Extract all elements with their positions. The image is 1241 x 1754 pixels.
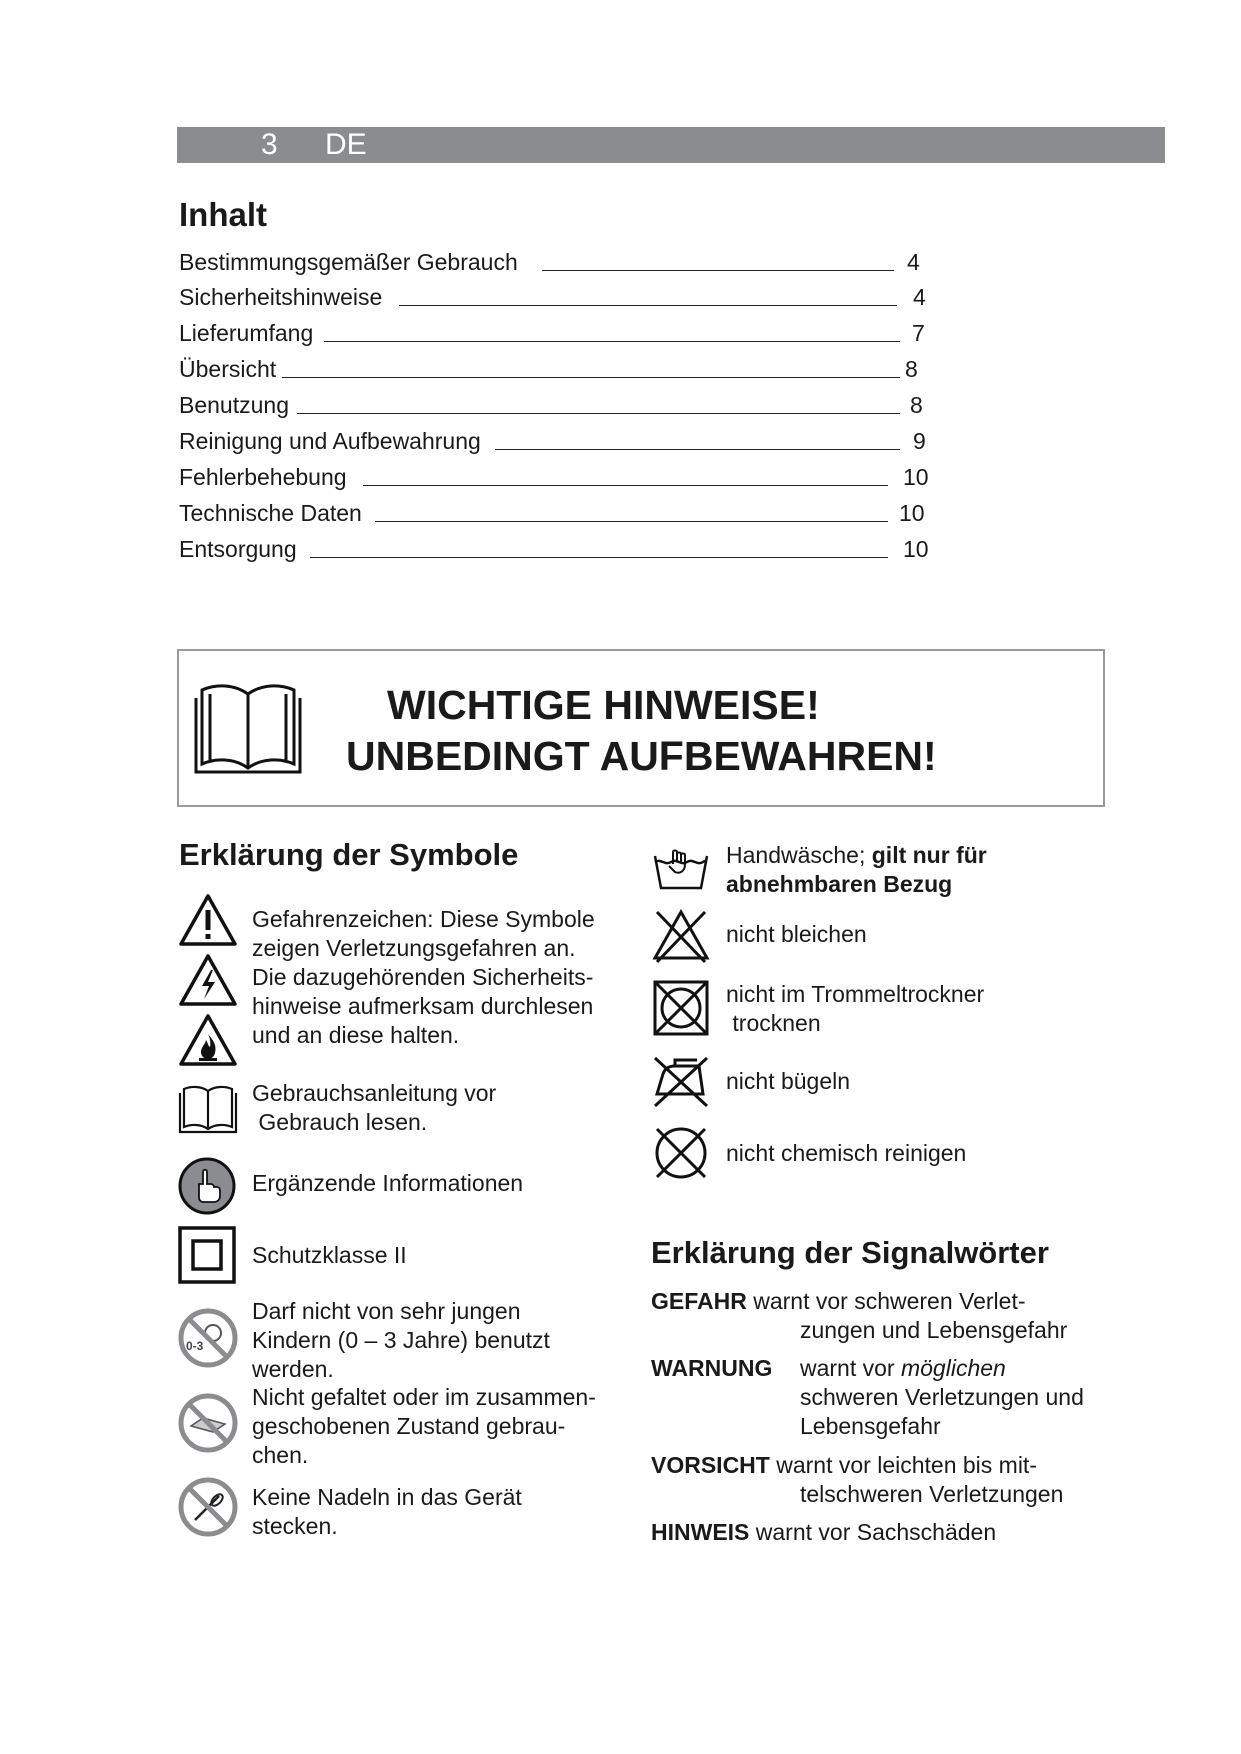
toc-leader-line [399, 305, 897, 306]
signal-warnung: WARNUNG [651, 1355, 773, 1381]
signal-hinweis: HINWEIS warnt vor Sachschäden [651, 1519, 997, 1545]
toc-entry[interactable] [179, 461, 939, 493]
read-manual-description: Gebrauchsanleitung vor Gebrauch lesen. [252, 1080, 497, 1135]
no-tumble-dry-icon [651, 978, 711, 1038]
language-code: DE [325, 128, 367, 161]
toc-entry-page: 10 [903, 536, 929, 562]
age-badge: 0-3 [186, 1339, 204, 1353]
toc-entry-page: 8 [905, 356, 918, 382]
toc-leader-line [310, 557, 888, 558]
protection-class-description: Schutzklasse II [252, 1242, 407, 1268]
no-iron-description: nicht bügeln [726, 1068, 851, 1094]
toc-entry[interactable] [179, 353, 939, 385]
hand-wash-description: Handwäsche; gilt nur für abnehmbaren Bezug [726, 842, 987, 897]
info-hand-icon [177, 1156, 237, 1216]
toc-entry[interactable] [179, 425, 939, 457]
read-manual-icon [177, 1083, 239, 1135]
no-needles-description: Keine Nadeln in das Gerät stecken. [252, 1484, 522, 1539]
danger-symbols-description: Gefahrenzeichen: Diese Symbole zeigen Verletzungsgefahren an. Die dazugehörenden Sicherheits- hinweise aufmerksam durchlesen und an diese halten. [252, 906, 595, 1048]
toc-entry-label: Lieferumfang [179, 320, 314, 346]
toc-leader-line [375, 521, 888, 522]
toc-entry[interactable] [179, 317, 939, 349]
notice-line-1: WICHTIGE HINWEISE! [387, 682, 820, 728]
electric-hazard-icon [177, 952, 239, 1008]
toc-entry-page: 9 [913, 428, 926, 454]
toc-entry-page: 10 [899, 500, 925, 526]
toc-entry-page: 10 [903, 464, 929, 490]
signal-vorsicht: VORSICHT warnt vor leichten bis mit- [651, 1452, 1037, 1478]
toc-entry-label: Reinigung und Aufbewahrung [179, 428, 481, 454]
toc-entry-page: 8 [910, 392, 923, 418]
protection-class-icon [177, 1225, 237, 1285]
no-children-description: Darf nicht von sehr jungen Kindern (0 – 3 Jahre) benutzt werden. [252, 1298, 550, 1382]
toc-entry-label: Übersicht [179, 356, 277, 382]
no-dry-clean-icon [651, 1123, 711, 1183]
not-folded-description: Nicht gefaltet oder im zusammen- geschobenen Zustand gebrau- chen. [252, 1384, 596, 1468]
warning-triangle-icon [177, 892, 239, 948]
hand-wash-icon [651, 846, 711, 892]
signal-vorsicht-cont: telschweren Verletzungen [800, 1481, 1064, 1507]
toc-leader-line [542, 270, 894, 271]
page-number: 3 [261, 128, 278, 161]
toc-entry-label: Entsorgung [179, 536, 297, 562]
symbols-section-title: Erklärung der Symbole [179, 837, 519, 872]
toc-entry-page: 4 [907, 249, 920, 275]
toc-entry-label: Sicherheitshinweise [179, 284, 383, 310]
no-needles-icon [177, 1476, 239, 1538]
toc-entry-label: Technische Daten [179, 500, 362, 526]
signal-words-section-title: Erklärung der Signalwörter [651, 1235, 1049, 1270]
toc-leader-line [495, 449, 900, 450]
info-description: Ergänzende Informationen [252, 1170, 524, 1196]
signal-gefahr-cont: zungen und Lebensgefahr [800, 1317, 1068, 1343]
fire-hazard-icon [177, 1012, 239, 1068]
toc-entry[interactable] [179, 389, 939, 421]
no-bleach-icon [651, 908, 711, 964]
toc-entry-page: 4 [913, 284, 926, 310]
toc-entry[interactable] [179, 281, 939, 313]
signal-warnung-text: warnt vor möglichen schweren Verletzungen und Lebensgefahr [800, 1355, 1084, 1439]
toc-entry-label: Fehlerbehebung [179, 464, 347, 490]
notice-line-2: UNBEDINGT AUFBEWAHREN! [346, 733, 937, 779]
toc-title: Inhalt [179, 196, 267, 233]
page-header-bar [177, 127, 1165, 163]
no-children-icon [177, 1307, 239, 1369]
toc-entry-label: Bestimmungsgemäßer Gebrauch [179, 249, 518, 275]
toc-entry[interactable] [179, 533, 939, 565]
no-dry-clean-description: nicht chemisch reinigen [726, 1140, 967, 1166]
toc-entry[interactable] [179, 497, 939, 529]
no-tumble-dry-description: nicht im Trommeltrockner trocknen [726, 981, 985, 1036]
signal-gefahr: GEFAHR warnt vor schweren Verlet- [651, 1288, 1026, 1314]
toc-entry[interactable] [179, 246, 939, 278]
toc-leader-line [363, 485, 888, 486]
toc-leader-line [324, 341, 900, 342]
toc-entry-label: Benutzung [179, 392, 289, 418]
toc-leader-line [282, 377, 900, 378]
no-iron-icon [651, 1052, 711, 1108]
toc-leader-line [297, 413, 900, 414]
no-bleach-description: nicht bleichen [726, 921, 867, 947]
not-folded-icon [177, 1392, 239, 1454]
open-book-icon [192, 680, 304, 776]
toc-entry-page: 7 [912, 320, 925, 346]
